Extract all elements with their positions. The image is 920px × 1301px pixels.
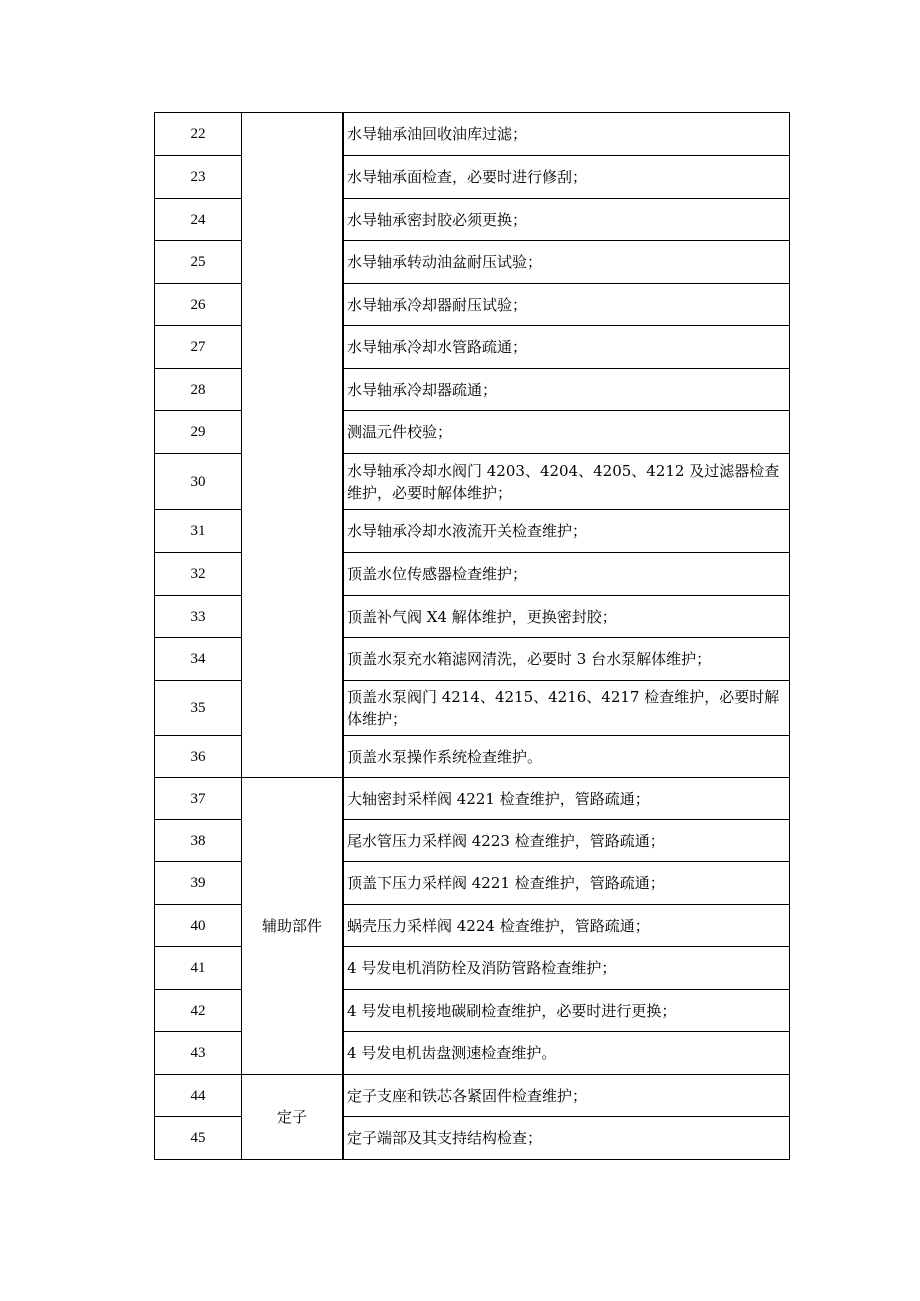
- row-content: 水导轴承油回收油库过滤；: [344, 113, 790, 156]
- row-number: 24: [155, 199, 242, 241]
- table-row: [155, 113, 790, 156]
- row-content: 水导轴承面检查，必要时进行修刮；: [344, 156, 790, 199]
- row-content: 顶盖补气阀 X4 解体维护，更换密封胶；: [344, 596, 790, 638]
- row-content: 顶盖水泵阀门 4214、4215、4216、4217 检查维护，必要时解体维护；: [344, 681, 790, 736]
- row-content: 水导轴承冷却水液流开关检查维护；: [344, 510, 790, 553]
- row-content: 水导轴承密封胶必须更换；: [344, 199, 790, 241]
- category-stator: 定子: [242, 1075, 343, 1160]
- row-number: 36: [155, 736, 242, 778]
- row-content: 4 号发电机接地碳刷检查维护，必要时进行更换；: [344, 990, 790, 1032]
- row-content: 定子支座和铁芯各紧固件检查维护；: [344, 1075, 790, 1117]
- row-content: 4 号发电机齿盘测速检查维护。: [344, 1032, 790, 1075]
- category-cell-empty: [242, 113, 343, 778]
- row-content: 顶盖下压力采样阀 4221 检查维护，管路疏通；: [344, 862, 790, 905]
- row-number: 23: [155, 156, 242, 199]
- row-number: 34: [155, 638, 242, 681]
- table-row: [155, 778, 790, 820]
- row-number: 37: [155, 778, 242, 820]
- row-number: 22: [155, 113, 242, 156]
- row-number: 40: [155, 905, 242, 947]
- category-auxiliary: 辅助部件: [242, 778, 343, 1075]
- row-number: 29: [155, 411, 242, 454]
- row-content: 水导轴承冷却器疏通；: [344, 369, 790, 411]
- row-number: 30: [155, 454, 242, 510]
- row-content: 水导轴承冷却器耐压试验；: [344, 284, 790, 326]
- row-number: 25: [155, 241, 242, 284]
- row-number: 45: [155, 1117, 242, 1160]
- row-content: 水导轴承冷却水管路疏通；: [344, 326, 790, 369]
- row-content: 顶盖水位传感器检查维护；: [344, 553, 790, 596]
- row-number: 27: [155, 326, 242, 369]
- row-number: 26: [155, 284, 242, 326]
- row-number: 42: [155, 990, 242, 1032]
- row-number: 44: [155, 1075, 242, 1117]
- row-number: 38: [155, 820, 242, 862]
- row-content: 水导轴承转动油盆耐压试验；: [344, 241, 790, 284]
- row-number: 33: [155, 596, 242, 638]
- row-number: 35: [155, 681, 242, 736]
- row-content: 水导轴承冷却水阀门 4203、4204、4205、4212 及过滤器检查维护，必要时解体维护；: [344, 454, 790, 510]
- row-content: 顶盖水泵操作系统检查维护。: [344, 736, 790, 778]
- row-number: 39: [155, 862, 242, 905]
- row-content: 尾水管压力采样阀 4223 检查维护，管路疏通；: [344, 820, 790, 862]
- row-content: 大轴密封采样阀 4221 检查维护，管路疏通；: [344, 778, 790, 820]
- maintenance-items-table: [154, 112, 790, 1160]
- row-content: 定子端部及其支持结构检查；: [344, 1117, 790, 1160]
- row-number: 41: [155, 947, 242, 990]
- row-number: 28: [155, 369, 242, 411]
- row-content: 测温元件校验；: [344, 411, 790, 454]
- row-content: 蜗壳压力采样阀 4224 检查维护，管路疏通；: [344, 905, 790, 947]
- row-number: 32: [155, 553, 242, 596]
- row-content: 顶盖水泵充水箱滤网清洗，必要时 3 台水泵解体维护；: [344, 638, 790, 681]
- row-number: 43: [155, 1032, 242, 1075]
- table-row: [155, 1075, 790, 1117]
- row-number: 31: [155, 510, 242, 553]
- row-content: 4 号发电机消防栓及消防管路检查维护；: [344, 947, 790, 990]
